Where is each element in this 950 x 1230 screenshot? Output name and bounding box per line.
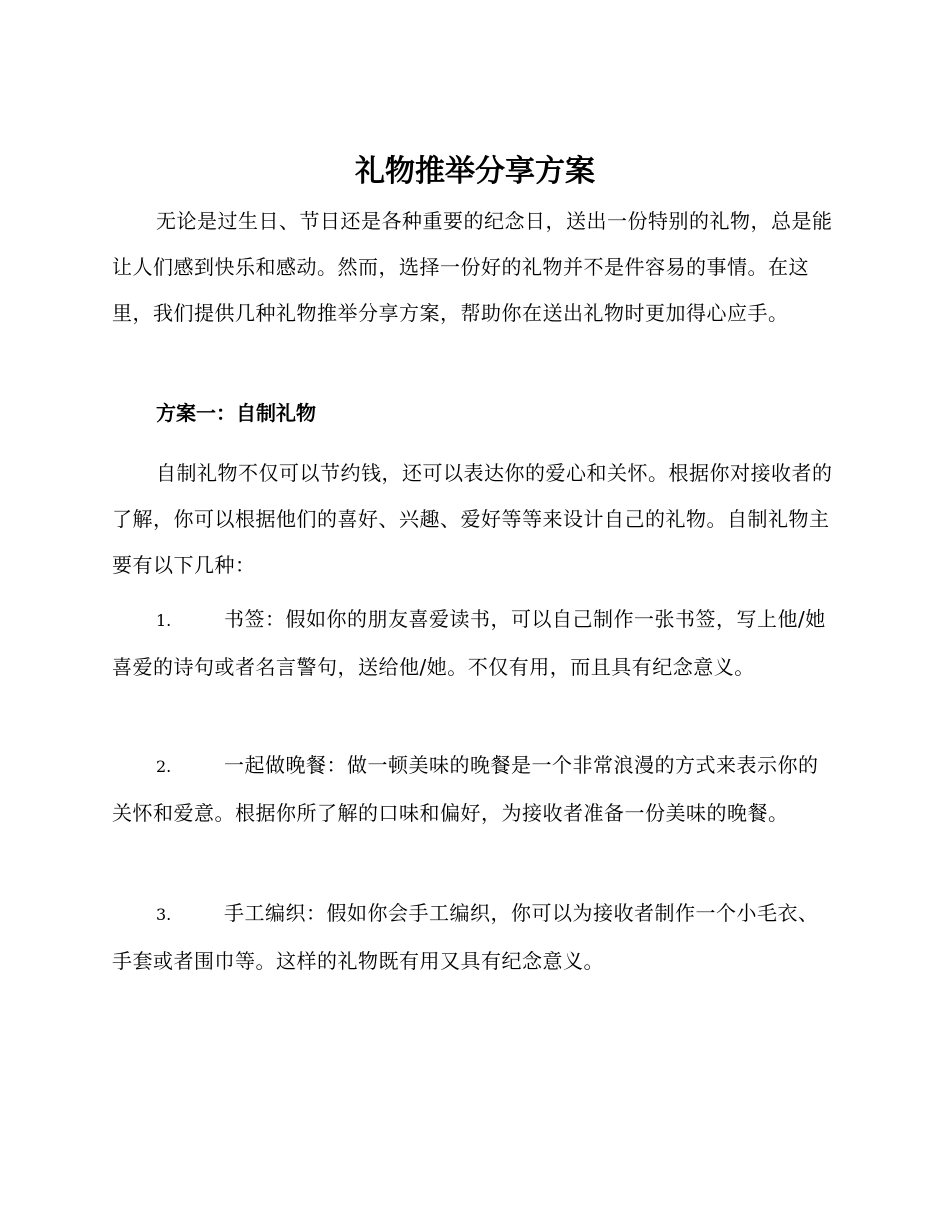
list-item-text: 一起做晚餐：做一顿美味的晚餐是一个非常浪漫的方式来表示你的关怀和爱意。根据你所了解的口味和偏好，为接收者准备一份美味的晚餐。 (112, 753, 819, 825)
intro-paragraph: 无论是过生日、节日还是各种重要的纪念日，送出一份特别的礼物，总是能让人们感到快乐和感动。然而，选择一份好的礼物并不是件容易的事情。在这里，我们提供几种礼物推举分享方案，帮助你在送出礼物时更加得心应手。 (112, 209, 833, 325)
list-item-number: 1. (156, 611, 172, 630)
section-body-paragraph: 自制礼物不仅可以节约钱，还可以表达你的爱心和关怀。根据你对接收者的了解，你可以根据他们的喜好、兴趣、爱好等等来设计自己的礼物。自制礼物主要有以下几种： (112, 461, 833, 577)
list-item (112, 890, 834, 984)
document-title: 礼物推举分享方案 (355, 154, 595, 189)
list-item (112, 742, 834, 836)
list-item-text: 书签：假如你的朋友喜爱读书，可以自己制作一张书签，写上他/她喜爱的诗句或者名言警句，送给他/她。不仅有用，而且具有纪念意义。 (112, 607, 826, 679)
list-item-number: 3. (156, 905, 172, 924)
list-item-text: 手工编织：假如你会手工编织，你可以为接收者制作一个小毛衣、手套或者围巾等。这样的礼物既有用又具有纪念意义。 (112, 901, 819, 973)
section-heading: 方案一：自制礼物 (156, 401, 316, 425)
list-item (112, 596, 834, 690)
list-item-number: 2. (156, 757, 172, 776)
